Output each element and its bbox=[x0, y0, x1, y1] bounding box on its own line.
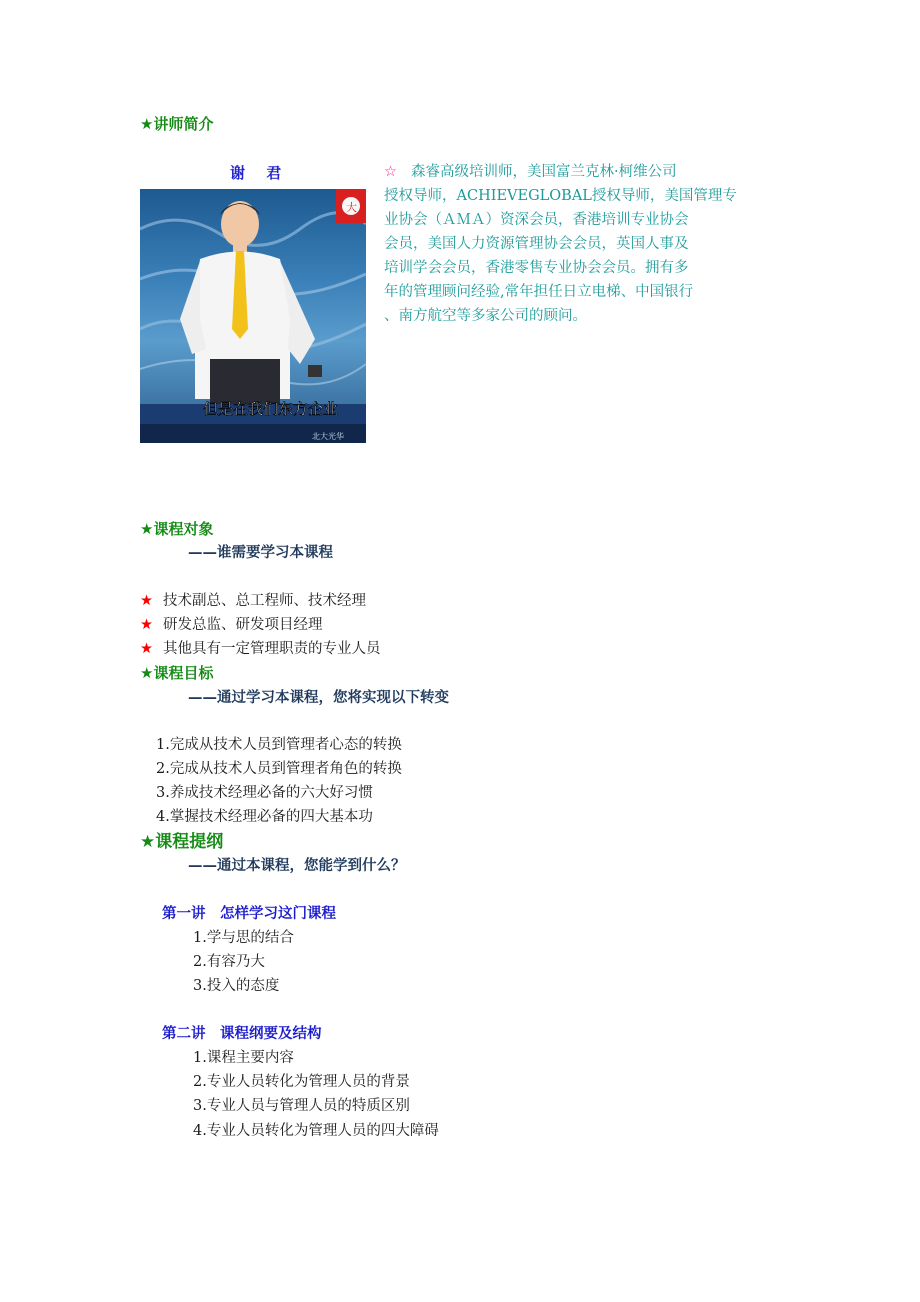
lecture-item: 1.课程主要内容 bbox=[193, 1050, 294, 1066]
audience-item: ★ 其他具有一定管理职责的专业人员 bbox=[140, 641, 381, 657]
star-outline-icon: ☆ bbox=[384, 164, 397, 180]
lecture-item: 4.专业人员转化为管理人员的四大障碍 bbox=[193, 1123, 439, 1139]
goal-item: 4.掌握技术经理必备的四大基本功 bbox=[156, 809, 373, 825]
lecture-item: 2.专业人员转化为管理人员的背景 bbox=[193, 1074, 410, 1090]
photo-brand: 北大光华 bbox=[312, 432, 344, 441]
lecture-item: 3.投入的态度 bbox=[193, 978, 280, 994]
goals-section-subtitle: ——通过学习本课程，您将实现以下转变 bbox=[188, 690, 449, 706]
teacher-bio-line: 培训学会会员，香港零售专业协会会员。拥有多 bbox=[384, 260, 689, 276]
photo-sign-glyph: 大 bbox=[346, 201, 357, 214]
teacher-bio-line: 业协会（ＡＭＡ）资深会员，香港培训专业协会 bbox=[384, 212, 689, 228]
goal-item: 3.养成技术经理必备的六大好习惯 bbox=[156, 785, 373, 801]
audience-item: ★ 研发总监、研发项目经理 bbox=[140, 617, 323, 633]
audience-item: ★ 技术副总、总工程师、技术经理 bbox=[140, 593, 366, 609]
outline-section-subtitle: ——通过本课程，您能学到什么？ bbox=[188, 858, 406, 874]
teacher-bio-line: 会员，美国人力资源管理协会会员，英国人事及 bbox=[384, 236, 689, 252]
lecture-title: 第一讲 怎样学习这门课程 bbox=[162, 906, 336, 922]
lecture-title: 第二讲 课程纲要及结构 bbox=[162, 1026, 322, 1042]
red-star-icon: ★ bbox=[140, 641, 153, 657]
red-star-icon: ★ bbox=[140, 617, 153, 633]
teacher-bio bbox=[384, 160, 737, 328]
audience-section-subtitle: ——谁需要学习本课程 bbox=[188, 545, 333, 561]
teacher-bio-line: 授权导师，ACHIEVEGLOBAL授权导师，美国管理专 bbox=[384, 188, 737, 204]
teacher-photo bbox=[140, 189, 366, 443]
red-star-icon: ★ bbox=[140, 593, 153, 609]
goal-item: 2.完成从技术人员到管理者角色的转换 bbox=[156, 761, 402, 777]
teacher-bio-line: ☆ 森睿高级培训师，美国富兰克林·柯维公司 bbox=[384, 164, 677, 180]
teacher-section-title: ★讲师简介 bbox=[140, 115, 214, 133]
goal-item: 1.完成从技术人员到管理者心态的转换 bbox=[156, 737, 402, 753]
goals-section-title: ★课程目标 bbox=[140, 664, 214, 682]
outline-section-title: ★课程提纲 bbox=[140, 832, 224, 852]
audience-section-title: ★课程对象 bbox=[140, 520, 214, 538]
teacher-photo-illustration bbox=[140, 189, 366, 443]
teacher-bio-line: 年的管理顾问经验,常年担任日立电梯、中国银行 bbox=[384, 284, 694, 300]
lecture-item: 3.专业人员与管理人员的特质区别 bbox=[193, 1098, 410, 1114]
lecture-item: 1.学与思的结合 bbox=[193, 930, 294, 946]
teacher-bio-line: 、南方航空等多家公司的顾问。 bbox=[384, 308, 587, 324]
teacher-name: 谢 君 bbox=[230, 164, 283, 182]
photo-caption: 但是在我们东方企业 bbox=[203, 400, 339, 418]
lecture-item: 2.有容乃大 bbox=[193, 954, 265, 970]
